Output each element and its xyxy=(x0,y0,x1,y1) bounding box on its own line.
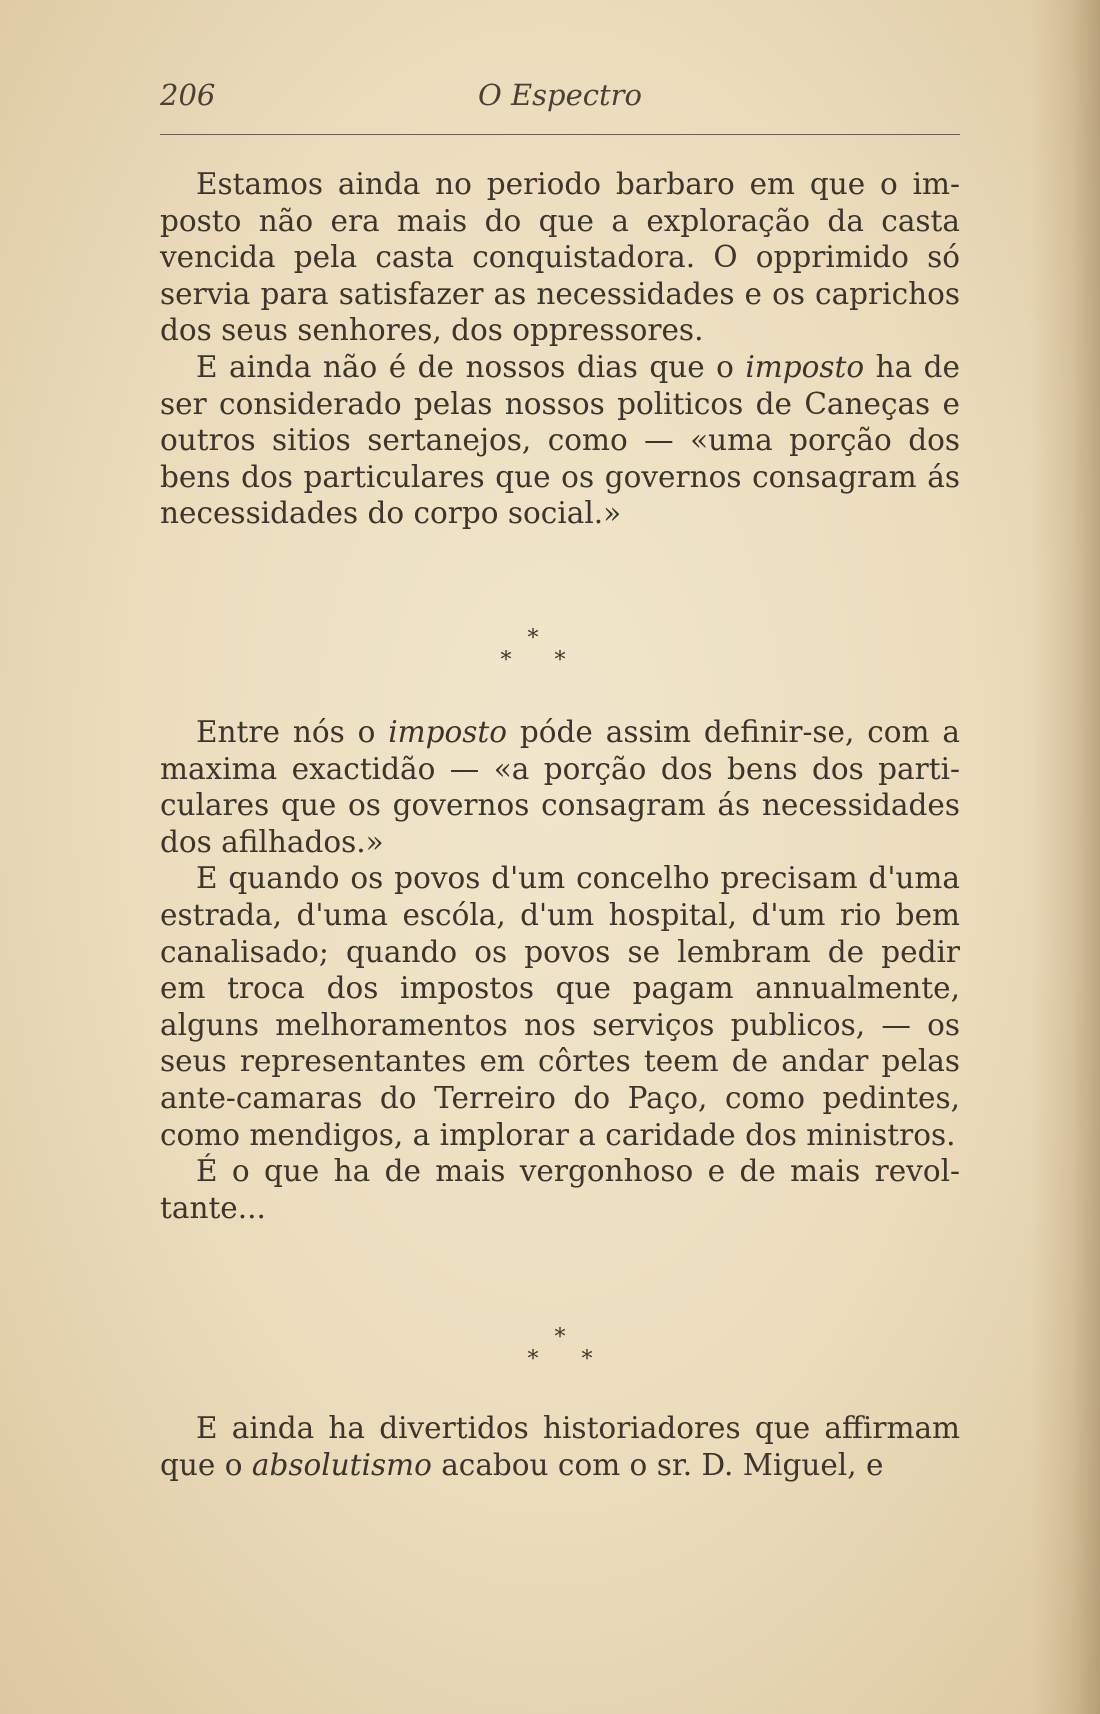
paragraph-text: acabou com o sr. D. Miguel, e xyxy=(431,1447,884,1482)
page-number: 206 xyxy=(160,78,216,112)
text-block-3 xyxy=(160,1410,960,1483)
asterism-divider xyxy=(500,1327,620,1371)
paragraph: É o que ha de mais vergonhoso e de mais revoltante... xyxy=(160,1154,960,1225)
page-header xyxy=(160,78,960,122)
asterism-top: * xyxy=(527,626,539,651)
paragraph-text: E ainda não é de nossos dias que o xyxy=(196,349,746,384)
asterism-divider xyxy=(473,628,593,672)
running-title: O Espectro xyxy=(478,78,642,112)
asterism-bottom: * * xyxy=(527,1347,611,1372)
italic-term: imposto xyxy=(388,715,508,749)
text-block-2 xyxy=(160,714,960,1226)
header-rule xyxy=(160,134,960,135)
paragraph xyxy=(160,1410,960,1483)
paragraph xyxy=(160,349,960,532)
paragraph-text: Entre nós o xyxy=(196,715,389,749)
paragraph-text: E ainda ha divertidos historiadores que affirmam que o xyxy=(160,1411,960,1482)
text-block-1 xyxy=(160,166,960,532)
italic-term: imposto xyxy=(745,349,865,384)
paragraph: E quando os povos d'um concelho precisam d'uma estrada, d'uma escóla, d'um hospital, d'um rio bem canalisado; quando os povos se lembram de pedir em troca dos impostos que pagam annualmente, alguns melhoramentos nos serviços publicos, — os seus representantes em côrtes teem de andar pelas ante-camaras do Terreiro do Paço, como pedintes, como mendigos, a implorar a caridade dos ministros. xyxy=(160,861,960,1152)
paragraph xyxy=(160,714,960,860)
italic-term: absolutismo xyxy=(251,1447,432,1482)
paragraph-text: póde assim definir-se, com a maxima exactidão — «a porção dos bens dos particulares que os governos consagram ás necessidades dos afilhados.» xyxy=(160,715,960,859)
asterism-top: * xyxy=(554,1325,566,1350)
asterism-bottom: * * xyxy=(500,648,584,673)
paragraph-text: ha de ser considerado pelas nossos politicos de Caneças e outros sitios sertanejos, como — «uma porção dos bens dos particulares que os governos consagram ás necessidades do corpo social.» xyxy=(160,349,961,531)
paragraph: Estamos ainda no periodo barbaro em que o imposto não era mais do que a exploração da casta vencida pela casta conquistadora. O opprimido só servia para satisfazer as necessidades e os caprichos dos seus senhores, dos oppressores. xyxy=(160,167,960,348)
